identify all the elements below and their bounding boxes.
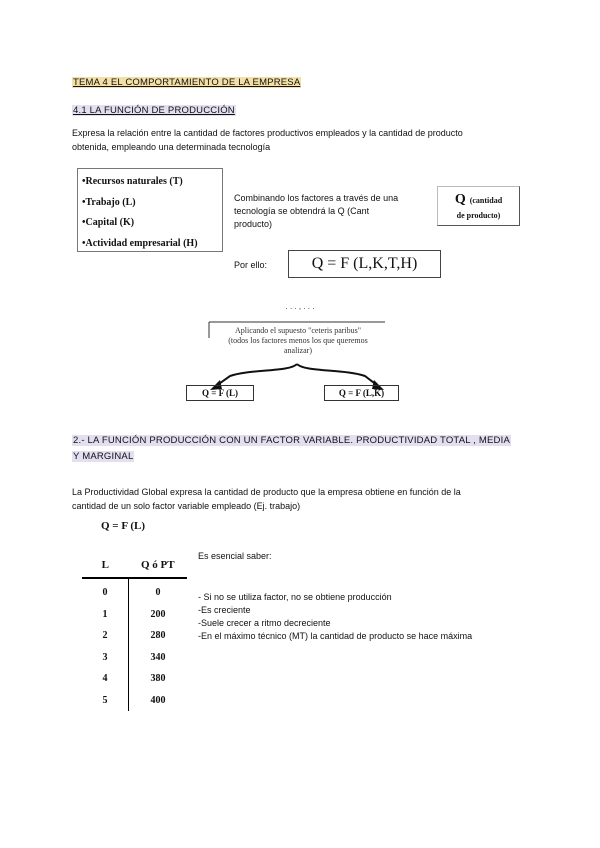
factor-item: •Trabajo (L) [82, 196, 136, 208]
left-arrow [216, 364, 297, 386]
por-ello-label: Por ello: [234, 260, 268, 270]
table-row: 0 0 [82, 578, 187, 604]
section1-paragraph: Expresa la relación entre la cantidad de factores productivos empleados y la cantidad de producto obtenida, empleando una determinada tecnología [72, 128, 463, 152]
section2-paragraph: La Productividad Global expresa la cantidad de producto que la empresa obtiene en función de la cantidad de un solo factor variable empleado (Ej. trabajo) [72, 487, 461, 511]
column-header-pt: Q ó PT [129, 553, 188, 578]
table-row: 3 340 [82, 647, 187, 669]
left-result-label: Q = F (L) [186, 385, 254, 401]
table-row: 2 280 [82, 625, 187, 647]
single-factor-formula: Q = F (L) [101, 520, 146, 532]
factors-box [77, 168, 223, 252]
productivity-table [82, 553, 187, 711]
list-item: -Es creciente [198, 605, 251, 615]
right-result-label: Q = F (L,K) [324, 385, 399, 401]
right-arrow [297, 364, 378, 386]
essential-list [198, 591, 558, 643]
table-row: 5 400 [82, 690, 187, 712]
diagram-top-label: . . . , . . . [285, 302, 315, 311]
quantity-box: Q (cantidad de producto) [437, 186, 520, 226]
table-row: 4 380 [82, 668, 187, 690]
table-row: 1 200 [82, 604, 187, 626]
production-formula: Q = F (L,K,T,H) [288, 250, 441, 278]
factor-item: •Actividad empresarial (H) [82, 237, 198, 249]
ceteris-paribus-text: Aplicando el supuesto "ceteris paribus" (todos los factores menos los que queremos analizar) [228, 326, 368, 355]
factor-item: •Recursos naturales (T) [82, 176, 183, 187]
list-item: -En el máximo técnico (MT) la cantidad de producto se hace máxima [198, 631, 473, 641]
column-header-l: L [82, 553, 129, 578]
combining-text: Combinando los factores a través de una tecnología se obtendrá la Q (Cant producto) [234, 193, 399, 229]
list-item: - Si no se utiliza factor, no se obtiene producción [198, 592, 392, 602]
factor-item: •Capital (K) [82, 217, 135, 228]
essential-title: Es esencial saber: [198, 551, 272, 561]
section2-heading: 2.- LA FUNCIÓN PRODUCCIÓN CON UN FACTOR VARIABLE. PRODUCTIVIDAD TOTAL , MEDIA Y MARGINAL [73, 435, 510, 462]
section1-heading: 4.1 LA FUNCIÓN DE PRODUCCIÓN [73, 105, 235, 116]
table-header-row [82, 553, 187, 578]
list-item: -Suele crecer a ritmo decreciente [198, 618, 331, 628]
document-title: TEMA 4 EL COMPORTAMIENTO DE LA EMPRESA [73, 77, 301, 88]
